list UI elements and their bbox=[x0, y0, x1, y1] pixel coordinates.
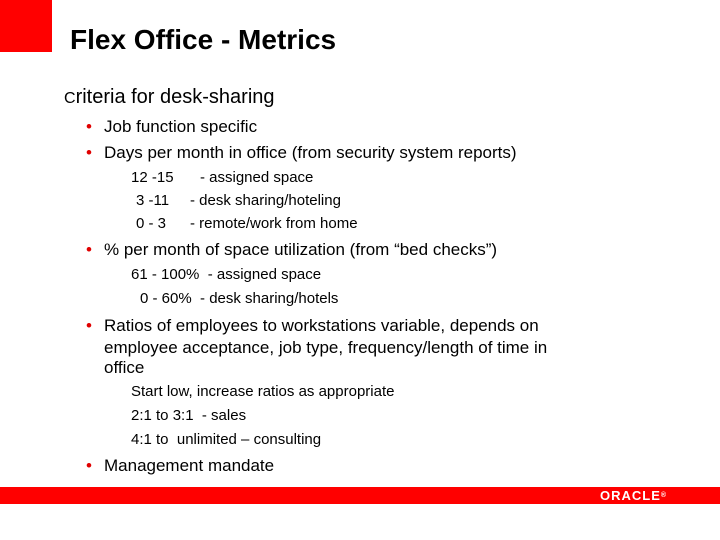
bullet-days-per-month bbox=[86, 143, 517, 163]
bullet-text: Job function specific bbox=[104, 117, 258, 136]
bullet-text: Days per month in office (from security system reports) bbox=[104, 143, 517, 162]
bullet-ratios-continuation: office bbox=[104, 358, 145, 377]
ratio-detail: 4:1 to unlimited – consulting bbox=[131, 431, 322, 448]
days-desc: - remote/work from home bbox=[190, 215, 358, 232]
oracle-logo bbox=[600, 487, 666, 504]
bullet-space-utilization bbox=[86, 240, 497, 260]
criteria-heading bbox=[64, 86, 275, 109]
bullet-dot: • bbox=[86, 240, 92, 259]
ratio-detail: 2:1 to 3:1 - sales bbox=[131, 407, 247, 424]
bullet-dot: • bbox=[86, 117, 92, 136]
days-desc: - desk sharing/hoteling bbox=[190, 192, 341, 209]
bullet-ratios bbox=[86, 316, 539, 336]
days-range: 0 - 3 bbox=[136, 215, 167, 232]
bullet-ratios-continuation: employee acceptance, job type, frequency/length of time in bbox=[104, 338, 548, 357]
registered-mark: ® bbox=[660, 492, 667, 499]
red-corner-square bbox=[0, 0, 52, 52]
criteria-heading-initial: C bbox=[64, 90, 76, 107]
bullet-dot: • bbox=[86, 456, 92, 475]
days-desc: - assigned space bbox=[200, 169, 314, 186]
utilization-detail: 61 - 100% - assigned space bbox=[131, 266, 322, 283]
bullet-text: Ratios of employees to workstations variable, depends on bbox=[104, 316, 539, 335]
slide-title: Flex Office - Metrics bbox=[70, 24, 337, 55]
bullet-text: % per month of space utilization (from “bed checks”) bbox=[104, 240, 498, 259]
bullet-text: Management mandate bbox=[104, 456, 275, 475]
oracle-logo-text: ORACLE bbox=[600, 488, 661, 503]
ratio-detail: Start low, increase ratios as appropriate bbox=[131, 383, 395, 400]
bullet-management-mandate bbox=[86, 456, 274, 476]
utilization-detail: 0 - 60% - desk sharing/hotels bbox=[140, 290, 339, 307]
bullet-dot: • bbox=[86, 143, 92, 162]
days-range: 12 -15 bbox=[131, 169, 174, 186]
criteria-heading-rest: riteria for desk-sharing bbox=[75, 86, 275, 108]
bullet-dot: • bbox=[86, 316, 92, 335]
bullet-job-function bbox=[86, 117, 257, 137]
days-range: 3 -11 bbox=[136, 192, 170, 209]
